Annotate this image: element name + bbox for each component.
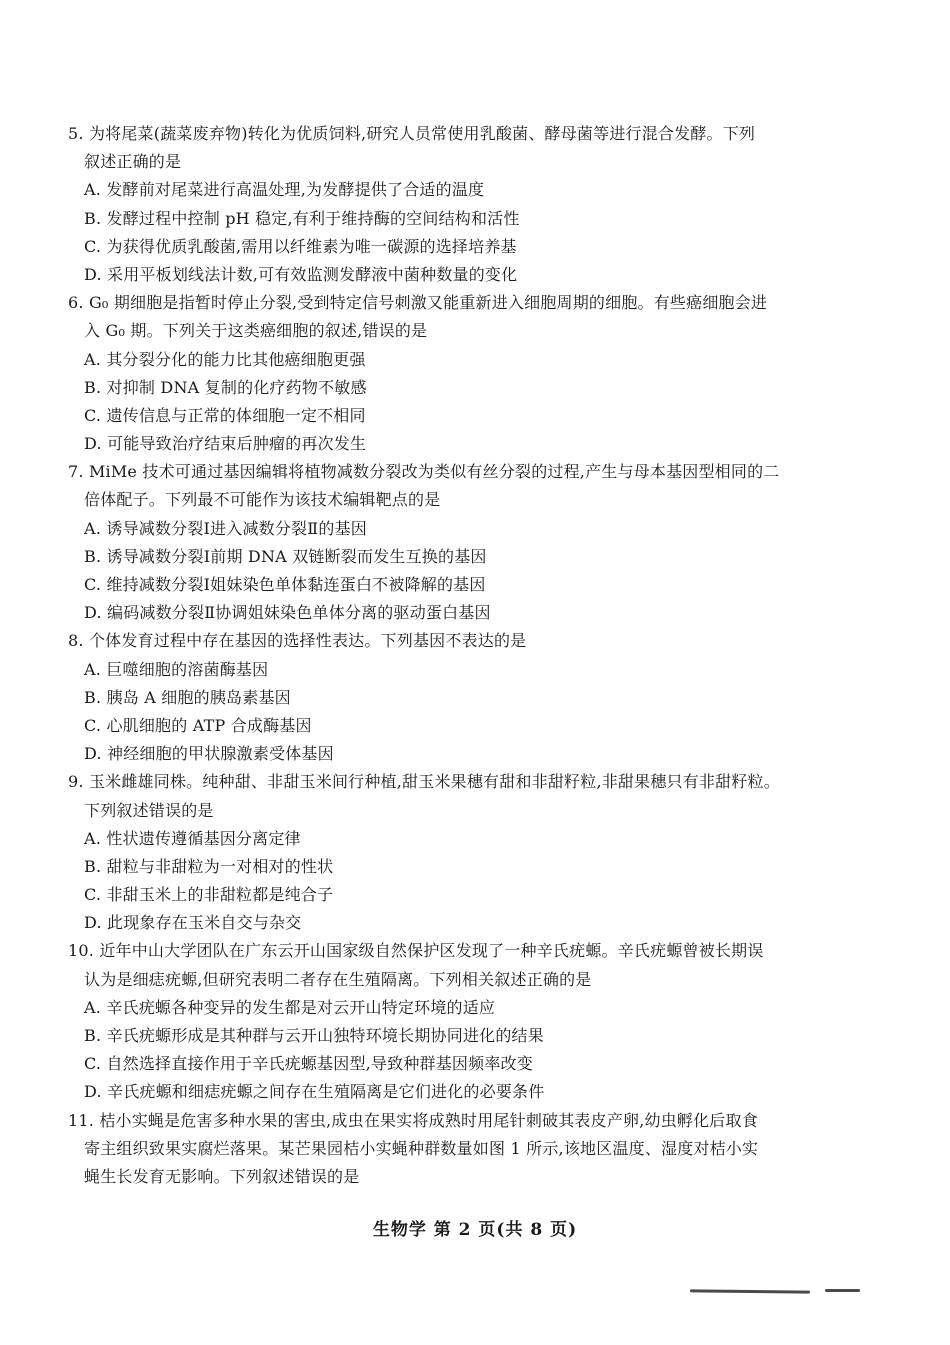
question-stem-line: 认为是细痣疣螈,但研究表明二者存在生殖隔离。下列相关叙述正确的是 xyxy=(84,969,592,989)
answer-option: C. 自然选择直接作用于辛氏疣螈基因型,导致种群基因频率改变 xyxy=(84,1054,533,1074)
answer-option: A. 辛氏疣螈各种变异的发生都是对云开山特定环境的适应 xyxy=(84,997,496,1017)
answer-option: C. 心肌细胞的 ATP 合成酶基因 xyxy=(84,715,312,735)
question-stem-line: 8. 个体发育过程中存在基因的选择性表达。下列基因不表达的是 xyxy=(68,631,527,651)
question-stem-line: 10. 近年中山大学团队在广东云开山国家级自然保护区发现了一种辛氏疣螈。辛氏疣螈曾被长期误 xyxy=(68,941,764,961)
scan-artifact-line xyxy=(825,1289,860,1292)
question-item xyxy=(68,1107,798,1192)
question-stem-line: 入 G₀ 期。下列关于这类癌细胞的叙述,错误的是 xyxy=(84,321,428,341)
question-stem-line: 9. 玉米雌雄同株。纯种甜、非甜玉米间行种植,甜玉米果穗有甜和非甜籽粒,非甜果穗只有非甜籽粒。 xyxy=(68,772,780,792)
scan-artifact-line xyxy=(690,1289,810,1293)
answer-option: C. 为获得优质乳酸菌,需用以纤维素为唯一碳源的选择培养基 xyxy=(84,236,517,256)
answer-option: A. 其分裂分化的能力比其他癌细胞更强 xyxy=(84,349,366,369)
question-item xyxy=(68,120,798,289)
answer-option: D. 采用平板划线法计数,可有效监测发酵液中菌种数量的变化 xyxy=(84,264,518,284)
answer-option: D. 神经细胞的甲状腺激素受体基因 xyxy=(84,744,334,764)
question-stem-line: 11. 桔小实蝇是危害多种水果的害虫,成虫在果实将成熟时用尾针刺破其表皮产卵,幼虫孵化后取食 xyxy=(68,1110,758,1130)
answer-option: B. 甜粒与非甜粒为一对相对的性状 xyxy=(84,856,334,876)
question-stem-line: 倍体配子。下列最不可能作为该技术编辑靶点的是 xyxy=(84,490,441,510)
question-stem-line: 6. G₀ 期细胞是指暂时停止分裂,受到特定信号刺激又能重新进入细胞周期的细胞。有些癌细胞会进 xyxy=(68,293,768,313)
page-footer: 生物学 第 2 页(共 8 页) xyxy=(372,1220,578,1240)
answer-option: D. 编码减数分裂Ⅱ协调姐妹染色单体分离的驱动蛋白基因 xyxy=(84,603,491,623)
answer-option: A. 巨噬细胞的溶菌酶基因 xyxy=(84,659,269,679)
answer-option: D. 此现象存在玉米自交与杂交 xyxy=(84,913,302,933)
answer-option: B. 胰岛 A 细胞的胰岛素基因 xyxy=(84,687,291,707)
answer-option: A. 性状遗传遵循基因分离定律 xyxy=(84,828,301,848)
question-item xyxy=(68,768,798,937)
answer-option: B. 辛氏疣螈形成是其种群与云开山独特环境长期协同进化的结果 xyxy=(84,1026,544,1045)
answer-option: B. 发酵过程中控制 pH 稳定,有利于维持酶的空间结构和活性 xyxy=(84,208,520,228)
question-item xyxy=(68,627,798,768)
question-stem-line: 蝇生长发育无影响。下列叙述错误的是 xyxy=(84,1166,360,1186)
answer-option: D. 可能导致治疗结束后肿瘤的再次发生 xyxy=(84,434,367,454)
question-list xyxy=(68,120,798,1191)
answer-option: A. 诱导减数分裂Ⅰ进入减数分裂Ⅱ的基因 xyxy=(84,518,367,538)
answer-option: B. 对抑制 DNA 复制的化疗药物不敏感 xyxy=(84,377,367,397)
question-stem-line: 寄主组织致果实腐烂落果。某芒果园桔小实蝇种群数量如图 1 所示,该地区温度、湿度对桔小实 xyxy=(84,1138,759,1158)
question-stem-line: 5. 为将尾菜(蔬菜废弃物)转化为优质饲料,研究人员常使用乳酸菌、酵母菌等进行混合发酵。下列 xyxy=(68,124,756,143)
answer-option: A. 发酵前对尾菜进行高温处理,为发酵提供了合适的温度 xyxy=(84,180,485,200)
question-stem-line: 下列叙述错误的是 xyxy=(84,800,214,820)
answer-option: B. 诱导减数分裂Ⅰ前期 DNA 双链断裂而发生互换的基因 xyxy=(84,546,487,566)
answer-option: D. 辛氏疣螈和细痣疣螈之间存在生殖隔离是它们进化的必要条件 xyxy=(84,1082,545,1102)
question-item xyxy=(68,937,798,1106)
question-item xyxy=(68,289,798,458)
answer-option: C. 遗传信息与正常的体细胞一定不相同 xyxy=(84,405,366,425)
question-stem-line: 叙述正确的是 xyxy=(84,152,182,172)
question-stem-line: 7. MiMe 技术可通过基因编辑将植物减数分裂改为类似有丝分裂的过程,产生与母本基因型相同的二 xyxy=(68,462,780,482)
question-item xyxy=(68,458,798,627)
answer-option: C. 维持减数分裂Ⅰ姐妹染色单体黏连蛋白不被降解的基因 xyxy=(84,575,486,594)
answer-option: C. 非甜玉米上的非甜粒都是纯合子 xyxy=(84,885,334,905)
